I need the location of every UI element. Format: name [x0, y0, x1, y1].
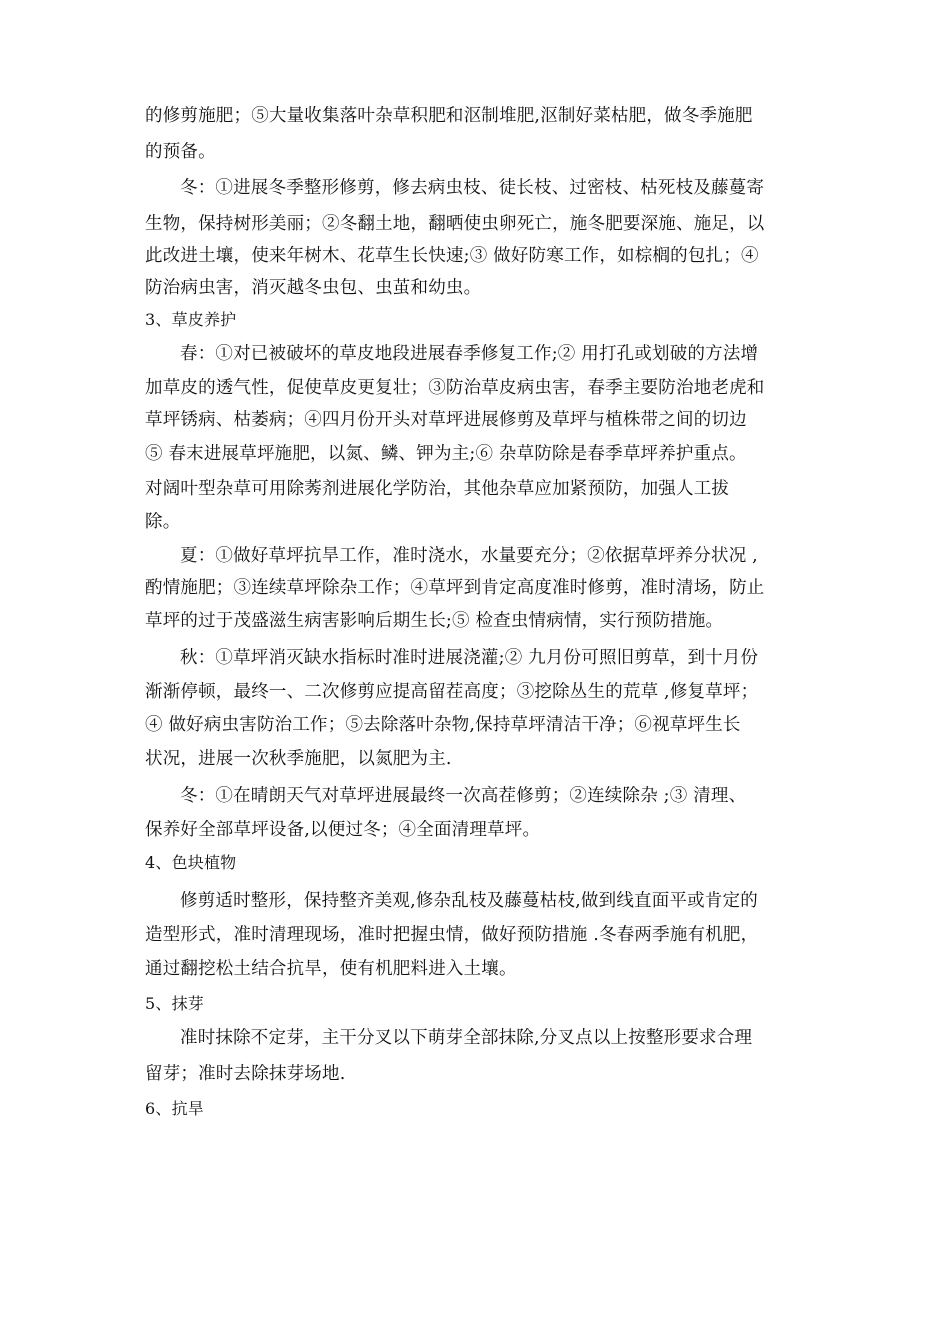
text-line: 冬：①进展冬季整形修剪，修去病虫枝、徒长枝、过密枝、枯死枝及藤蔓寄 — [180, 178, 765, 198]
text-line: 修剪适时整形，保持整齐美观,修杂乱枝及藤蔓枯枝,做到线直面平或肯定的 — [180, 891, 758, 911]
text-line: ④ 做好病虫害防治工作；⑤去除落叶杂物,保持草坪清洁干净；⑥视草坪生长 — [145, 715, 741, 735]
text-line: 通过翻挖松土结合抗旱，使有机肥料进入土壤。 — [145, 959, 517, 979]
text-line: 防治病虫害，消灭越冬虫包、虫茧和幼虫。 — [145, 278, 482, 298]
text-line: 酌情施肥；③连续草坪除杂工作；④草坪到肯定高度准时修剪，准时清场，防止 — [145, 578, 765, 598]
text-line: 的预备。 — [145, 142, 216, 162]
section-heading: 3、草皮养护 — [145, 310, 237, 329]
text-line: 此改进土壤，使来年树木、花草生长快速;③ 做好防寒工作，如棕榈的包扎；④ — [145, 246, 759, 266]
text-line: 准时抹除不定芽，主干分叉以下萌芽全部抹除,分叉点以上按整形要求合理 — [180, 1028, 753, 1048]
text-line: 加草皮的透气性，促使草皮更复壮；③防治草皮病虫害，春季主要防治地老虎和 — [145, 378, 765, 398]
text-line: 冬：①在晴朗天气对草坪进展最终一次高茬修剪；②连续除杂 ;③ 清理、 — [180, 786, 747, 806]
text-line: 的修剪施肥；⑤大量收集落叶杂草积肥和沤制堆肥,沤制好菜枯肥，做冬季施肥 — [145, 106, 753, 126]
text-line: 草坪的过于茂盛滋生病害影响后期生长;⑤ 检查虫情病情，实行预防措施。 — [145, 611, 724, 631]
text-line: 对阔叶型杂草可用除莠剂进展化学防治，其他杂草应加紧预防，加强人工拔 — [145, 479, 730, 499]
text-line: 春：①对已被破坏的草皮地段进展春季修复工作;② 用打孔或划破的方法增 — [180, 344, 759, 364]
text-line: 夏：①做好草坪抗旱工作，准时浇水，水量要充分；②依据草坪养分状况 , — [180, 546, 758, 566]
text-line: 留芽；准时去除抹芽场地. — [145, 1064, 346, 1084]
text-line: 草坪锈病、枯萎病；④四月份开头对草坪进展修剪及草坪与植株带之间的切边 — [145, 410, 747, 430]
text-line: 状况，进展一次秋季施肥，以氮肥为主. — [145, 749, 452, 769]
section-heading: 5、抹芽 — [145, 994, 204, 1013]
text-line: 保养好全部草坪设备,以便过冬；④全面清理草坪。 — [145, 820, 541, 840]
text-line: 生物，保持树形美丽；②冬翻土地，翻晒使虫卵死亡，施冬肥要深施、施足，以 — [145, 214, 765, 234]
text-line: 造型形式，准时清理现场，准时把握虫情，做好预防措施 .冬春两季施有机肥， — [145, 925, 759, 945]
text-line: 秋：①草坪消灭缺水指标时准时进展浇灌;② 九月份可照旧剪草，到十月份 — [180, 648, 759, 668]
text-line: 渐渐停顿，最终一、二次修剪应提高留茬高度；③挖除丛生的荒草 ,修复草坪； — [145, 682, 759, 702]
text-line: 除。 — [145, 512, 181, 532]
text-line: ⑤ 春末进展草坪施肥，以氮、鳞、钾为主;⑥ 杂草防除是春季草坪养护重点。 — [145, 444, 747, 464]
section-heading: 6、抗旱 — [145, 1099, 204, 1118]
section-heading: 4、色块植物 — [145, 853, 237, 872]
